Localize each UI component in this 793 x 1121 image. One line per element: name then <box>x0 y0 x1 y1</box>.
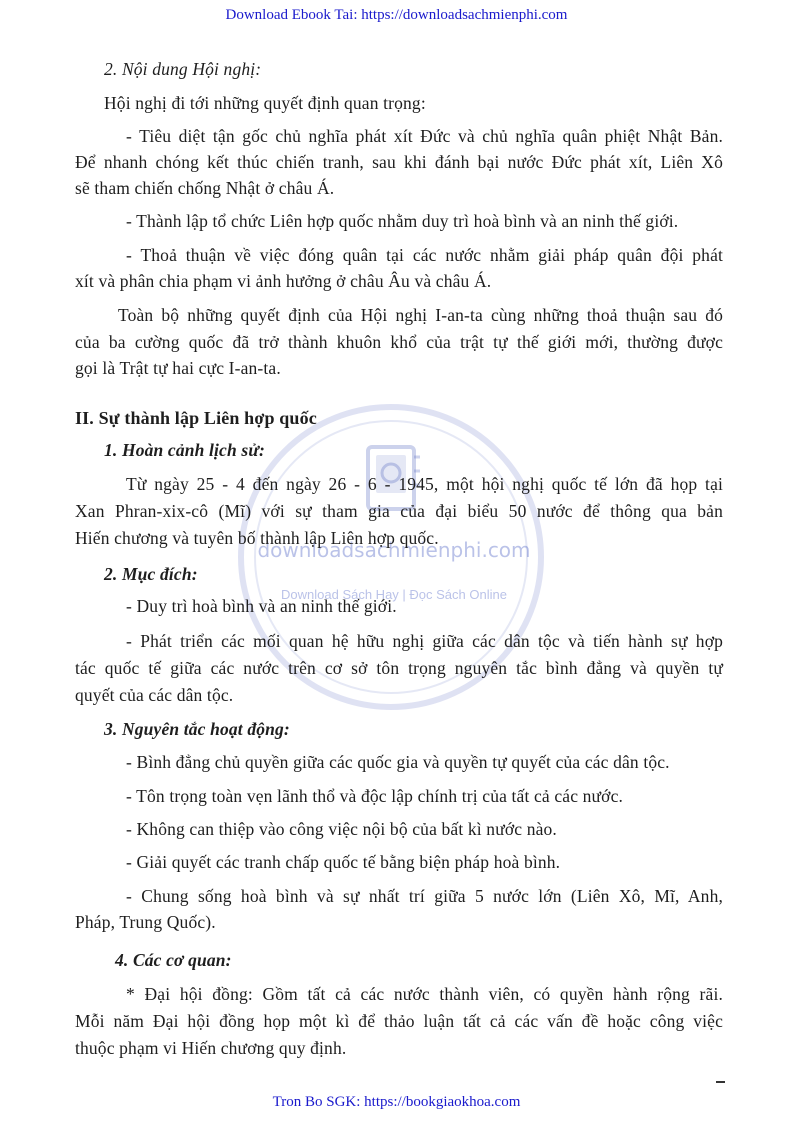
paragraph-line: Từ ngày 25 - 4 đến ngày 26 - 6 - 1945, một hội nghị quốc tế lớn đã họp tại <box>126 474 723 494</box>
paragraph-line: - Tiêu diệt tận gốc chủ nghĩa phát xít Đức và chủ nghĩa quân phiệt Nhật Bản. <box>126 126 723 146</box>
subsection-heading: 1. Hoàn cảnh lịch sử: <box>104 440 265 460</box>
paragraph-line: - Giải quyết các tranh chấp quốc tế bằng biện pháp hoà bình. <box>126 852 561 872</box>
watermark-subtext: Download Sách Hay | Đọc Sách Online <box>281 587 507 602</box>
paragraph-line: * Đại hội đồng: Gồm tất cả các nước thành viên, có quyền hành rộng rãi. <box>126 984 723 1004</box>
paragraph-line: gọi là Trật tự hai cực I-an-ta. <box>75 358 281 378</box>
footer-link[interactable]: Tron Bo SGK: https://bookgiaokhoa.com <box>272 1094 521 1110</box>
subsection-heading: 4. Các cơ quan: <box>115 950 232 970</box>
page-mark <box>716 1081 725 1083</box>
paragraph-line: thuộc phạm vi Hiến chương quy định. <box>75 1038 347 1058</box>
paragraph-line: - Bình đẳng chủ quyền giữa các quốc gia và quyền tự quyết của các dân tộc. <box>126 752 670 772</box>
paragraph-line: Để nhanh chóng kết thúc chiến tranh, sau khi đánh bại nước Đức phát xít, Liên Xô <box>75 152 723 172</box>
paragraph-line: Toàn bộ những quyết định của Hội nghị I-an-ta cùng những thoả thuận sau đó <box>118 305 723 325</box>
paragraph-line: Xan Phran-xix-cô (Mĩ) với sự tham gia của đại biểu 50 nước để thông qua bản <box>75 501 723 521</box>
paragraph-line: - Tôn trọng toàn vẹn lãnh thổ và độc lập chính trị của tất cả các nước. <box>126 786 624 806</box>
subsection-heading: 3. Nguyên tắc hoạt động: <box>104 719 290 739</box>
header-link[interactable]: Download Ebook Tai: https://downloadsachmienphi.com <box>225 7 568 23</box>
paragraph-line: - Không can thiệp vào công việc nội bộ của bất kì nước nào. <box>126 819 557 839</box>
subsection-heading: 2. Mục đích: <box>104 564 198 584</box>
paragraph-line: - Thoả thuận về việc đóng quân tại các nước nhằm giải pháp quân đội phát <box>126 245 723 265</box>
paragraph-line: của ba cường quốc đã trở thành khuôn khổ của trật tự thế giới mới, thường được <box>75 332 723 352</box>
paragraph-line: - Phát triển các mối quan hệ hữu nghị giữa các dân tộc và tiến hành sự hợp <box>126 631 723 651</box>
paragraph-line: sẽ tham chiến chống Nhật ở châu Á. <box>75 178 335 198</box>
paragraph-line: Mỗi năm Đại hội đồng họp một kì để thảo luận tất cả các vấn đề hoặc công việc <box>75 1011 723 1031</box>
paragraph-line: xít và phân chia phạm vi ảnh hưởng ở châu Âu và châu Á. <box>75 271 492 291</box>
section-title: II. Sự thành lập Liên hợp quốc <box>75 408 317 428</box>
paragraph-line: Hội nghị đi tới những quyết định quan trọng: <box>104 93 426 113</box>
paragraph-line: - Thành lập tổ chức Liên hợp quốc nhằm duy trì hoà bình và an ninh thế giới. <box>126 211 679 231</box>
paragraph-line: - Duy trì hoà bình và an ninh thế giới. <box>126 596 397 616</box>
paragraph-line: Hiến chương và tuyên bố thành lập Liên hợp quốc. <box>75 528 439 548</box>
paragraph-line: quyết của các dân tộc. <box>75 685 234 705</box>
section-heading: 2. Nội dung Hội nghị: <box>104 59 262 79</box>
watermark-text: downloadsachmienphi.com <box>257 538 531 562</box>
paragraph-line: Pháp, Trung Quốc). <box>75 912 216 932</box>
paragraph-line: tác quốc tế giữa các nước trên cơ sở tôn trọng nguyên tắc bình đẳng và quyền tự <box>75 658 723 678</box>
paragraph-line: - Chung sống hoà bình và sự nhất trí giữa 5 nước lớn (Liên Xô, Mĩ, Anh, <box>126 886 723 906</box>
